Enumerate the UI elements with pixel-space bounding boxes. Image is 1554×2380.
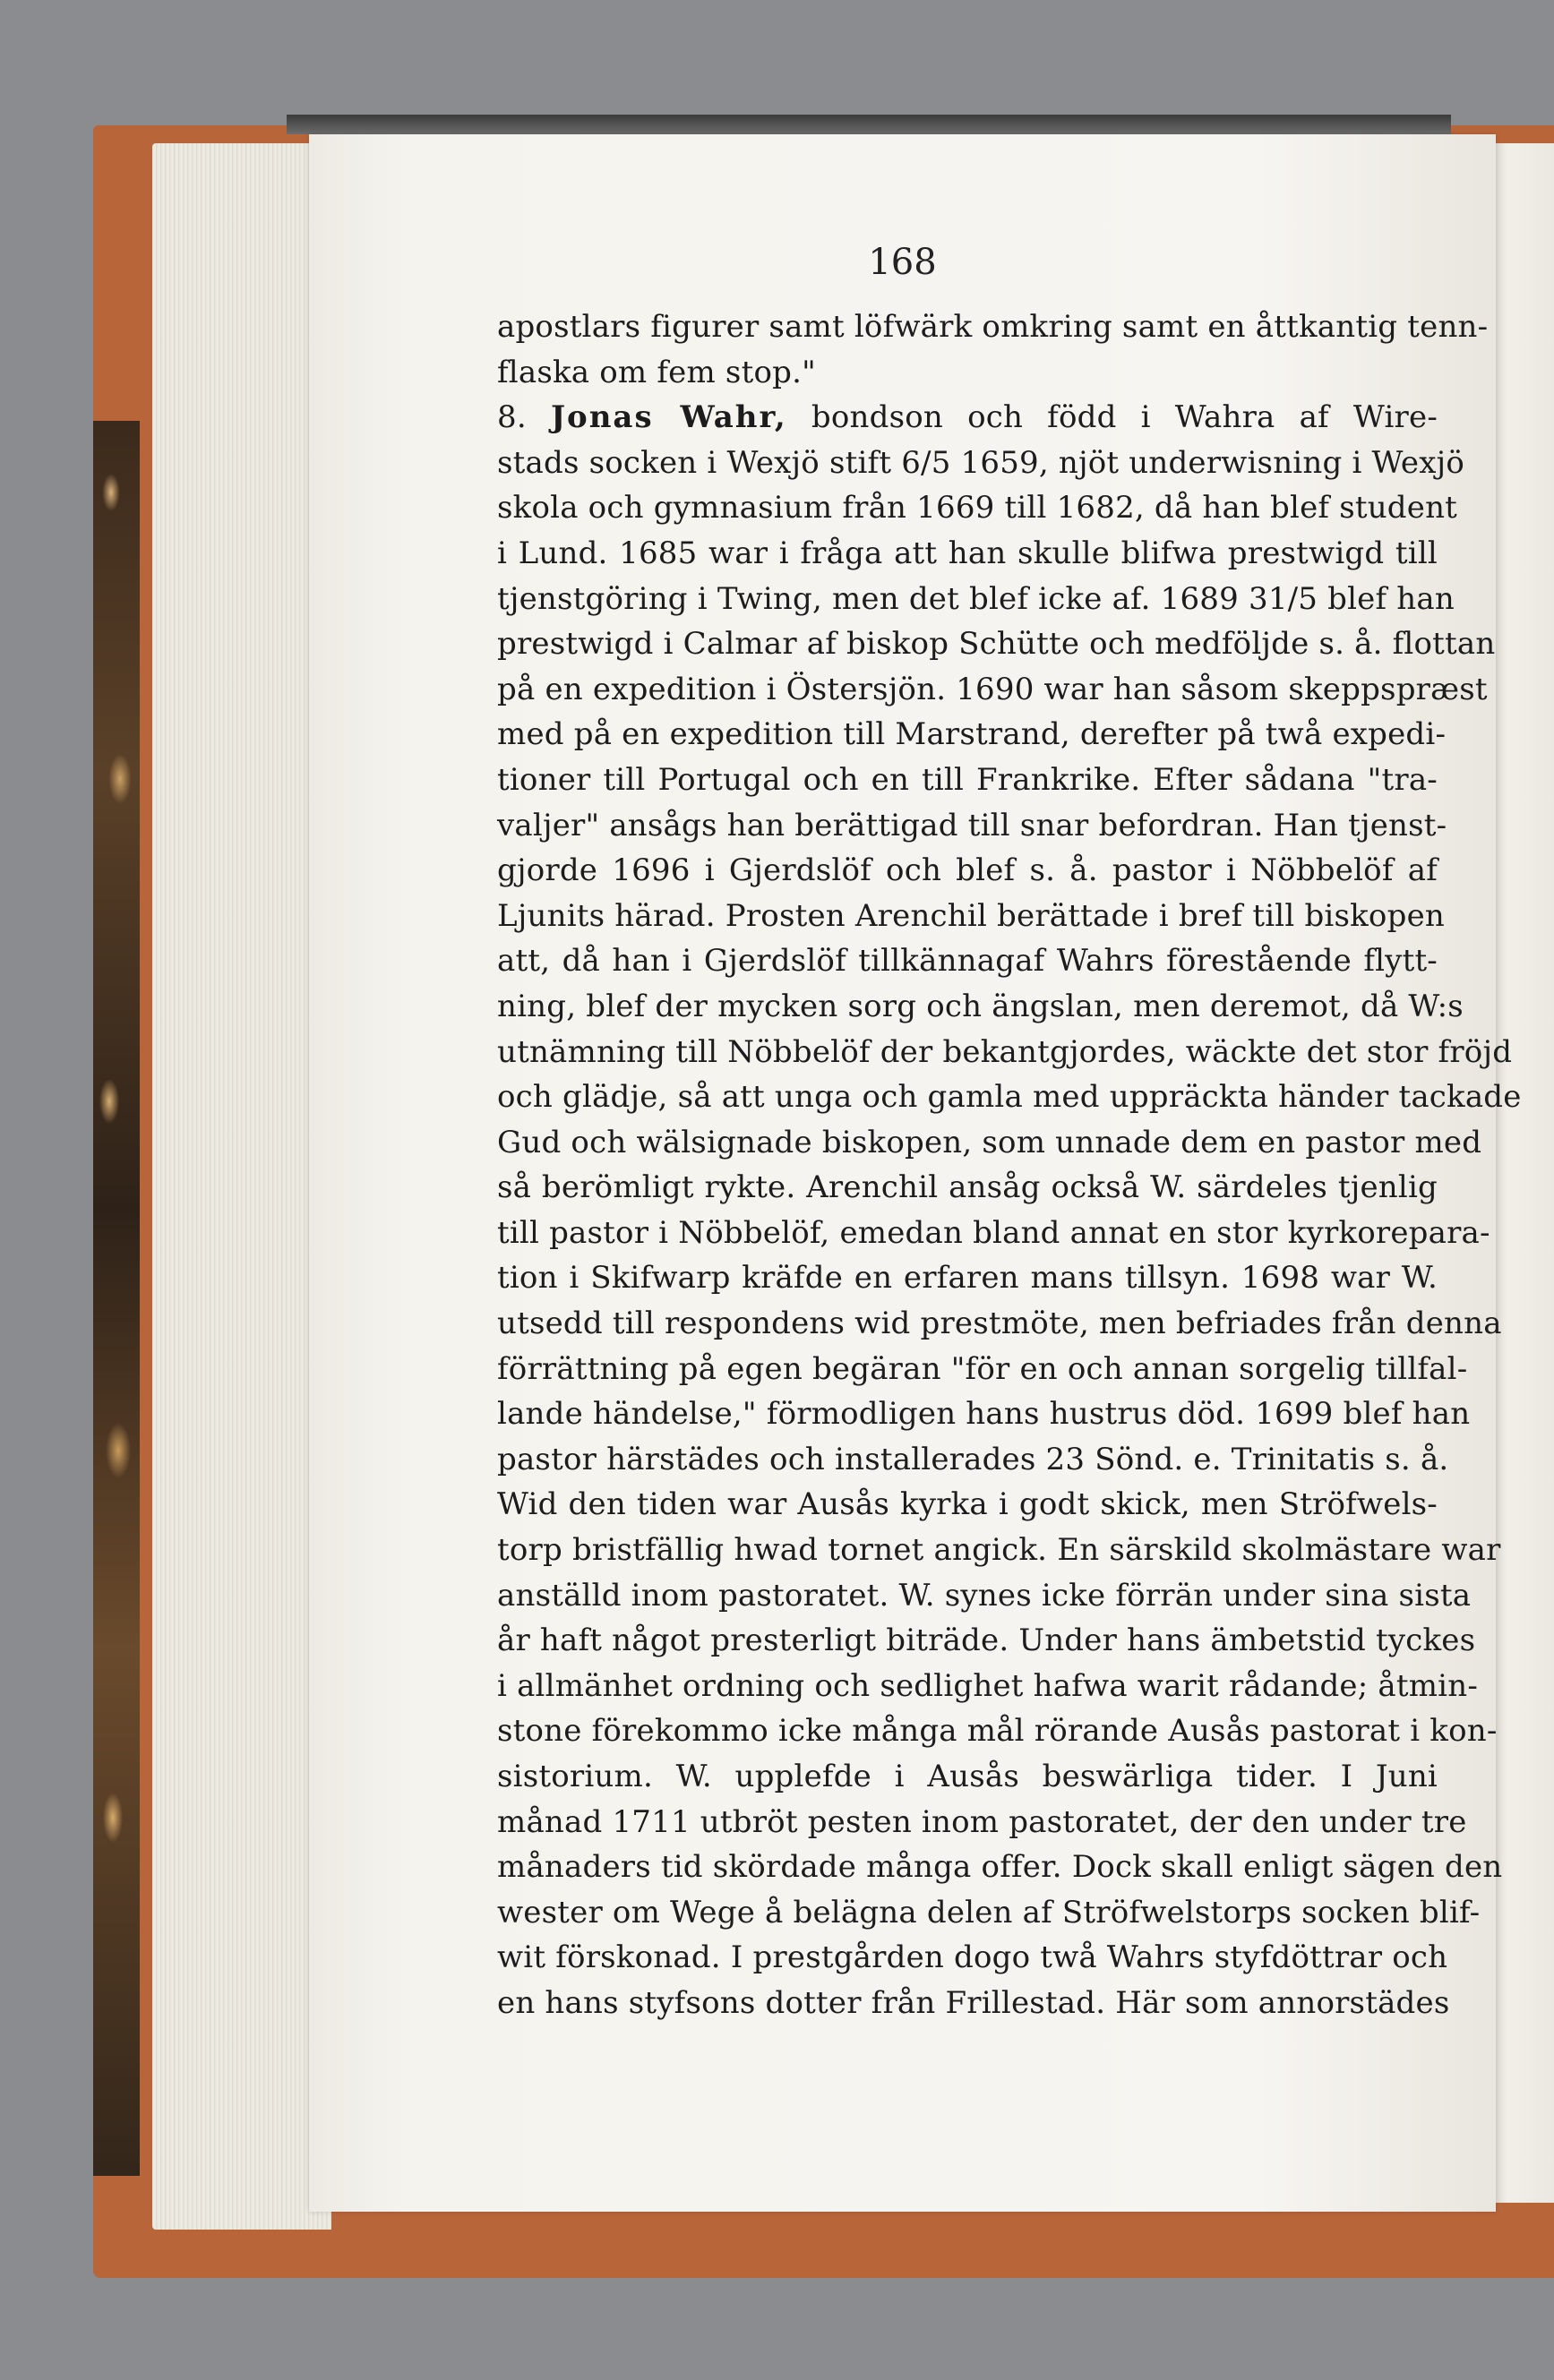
text-line bbox=[497, 1301, 1502, 1347]
line-text: månaders tid skördade många offer. Dock skall enligt sägen den bbox=[497, 1849, 1503, 1886]
line-text: apostlars figurer samt löfwärk omkring samt en åttkantig tenn- bbox=[497, 309, 1489, 345]
line-text: valjer" ansågs han berättigad till snar befordran. Han tjenst- bbox=[497, 807, 1447, 843]
line-text: med på en expedition till Marstrand, derefter på twå expedi- bbox=[497, 716, 1447, 753]
line-text: lande händelse," förmodligen hans hustrus död. 1699 blef han bbox=[497, 1396, 1471, 1433]
line-text: anställd inom pastoratet. W. synes icke förrän under sina sista bbox=[497, 1577, 1472, 1614]
line-text: Wid den tiden war Ausås kyrka i godt skick, men Ströfwels- bbox=[497, 1486, 1438, 1523]
text-line bbox=[497, 1391, 1471, 1437]
text-line bbox=[497, 531, 1438, 577]
line-text: skola och gymnasium från 1669 till 1682, då han blef student bbox=[497, 490, 1458, 527]
text-line bbox=[497, 712, 1447, 758]
line-text: år haft något presterligt biträde. Under hans ämbetstid tyckes bbox=[497, 1622, 1476, 1659]
line-text: utsedd till respondens wid prestmöte, men befriades från denna bbox=[497, 1306, 1502, 1342]
line-text: Ljunits härad. Prosten Arenchil berättade i bref till biskopen bbox=[497, 897, 1445, 934]
text-line bbox=[497, 1120, 1482, 1166]
text-line bbox=[497, 1165, 1438, 1211]
line-text: att, då han i Gjerdslöf tillkännagaf Wahrs förestående flytt- bbox=[497, 943, 1438, 980]
text-line bbox=[497, 350, 1438, 396]
line-text: på en expedition i Östersjön. 1690 war han såsom skeppspræst bbox=[497, 671, 1488, 707]
line-text: månad 1711 utbröt pesten inom pastoratet, der den under tre bbox=[497, 1803, 1467, 1840]
text-line bbox=[497, 1347, 1468, 1392]
text-line bbox=[497, 1211, 1490, 1256]
text-line bbox=[497, 485, 1458, 531]
page-number: 168 bbox=[868, 242, 937, 283]
text-line bbox=[497, 848, 1438, 894]
line-text: Gud och wälsignade biskopen, som unnade dem en pastor med bbox=[497, 1124, 1482, 1160]
line-text: i allmänhet ordning och sedlighet hafwa warit rådande; åtmin- bbox=[497, 1667, 1479, 1704]
entry-number: 8. bbox=[497, 399, 551, 436]
line-text: pastor härstädes och installerades 23 Sönd. e. Trinitatis s. å. bbox=[497, 1441, 1449, 1477]
text-line bbox=[497, 803, 1447, 849]
line-text: bondson och född i Wahra af Wire- bbox=[786, 399, 1438, 436]
text-line bbox=[497, 667, 1488, 713]
line-text: i Lund. 1685 war i fråga att han skulle blifwa prestwigd till bbox=[497, 535, 1438, 571]
text-line bbox=[497, 441, 1465, 486]
line-text: till pastor i Nöbbelöf, emedan bland annat en stor kyrkorepara- bbox=[497, 1214, 1490, 1251]
text-line bbox=[497, 1664, 1479, 1709]
text-line bbox=[497, 1074, 1522, 1120]
text-line bbox=[497, 577, 1455, 622]
page-text bbox=[497, 304, 1522, 2026]
line-text: ning, blef der mycken sorg och ängslan, men deremot, då W:s bbox=[497, 988, 1464, 1024]
person-name: Jonas Wahr, bbox=[550, 399, 787, 436]
page-edges bbox=[152, 143, 331, 2230]
line-text: så berömligt rykte. Arenchil ansåg också W. särdeles tjenlig bbox=[497, 1169, 1438, 1206]
line-text: tioner till Portugal och en till Frankrike. Efter sådana "tra- bbox=[497, 761, 1438, 798]
line-text: stads socken i Wexjö stift 6/5 1659, njöt underwisning i Wexjö bbox=[497, 444, 1465, 481]
text-line bbox=[497, 1573, 1472, 1619]
line-text: sistorium. W. upplefde i Ausås beswärliga tider. I Juni bbox=[497, 1759, 1438, 1794]
line-text: tjenstgöring i Twing, men det blef icke af. 1689 31/5 blef han bbox=[497, 580, 1455, 617]
line-text: tion i Skifwarp kräfde en erfaren mans tillsyn. 1698 war W. bbox=[497, 1260, 1438, 1297]
top-binding-band bbox=[287, 115, 1451, 134]
line-text: förrättning på egen begäran "för en och annan sorgelig tillfal- bbox=[497, 1350, 1468, 1387]
line-text: stone förekommo icke många mål rörande Ausås pastorat i kon- bbox=[497, 1713, 1498, 1750]
text-line bbox=[497, 1030, 1513, 1075]
book-page bbox=[309, 134, 1522, 2212]
line-text: gjorde 1696 i Gjerdslöf och blef s. å. pastor i Nöbbelöf af bbox=[497, 852, 1438, 889]
line-text: en hans styfsons dotter från Frillestad. Här som annorstädes bbox=[497, 1984, 1450, 2021]
line-text: wester om Wege å belägna delen af Ströfwelstorps socken blif- bbox=[497, 1894, 1481, 1931]
text-line bbox=[497, 894, 1445, 939]
line-text: utnämning till Nöbbelöf der bekantgjordes, wäckte det stor fröjd bbox=[497, 1033, 1513, 1070]
text-line bbox=[497, 1890, 1481, 1936]
marbled-board-edge bbox=[93, 421, 140, 2176]
text-line bbox=[497, 1255, 1438, 1301]
text-line bbox=[497, 1618, 1476, 1664]
text-line bbox=[497, 1528, 1501, 1573]
text-line bbox=[497, 1800, 1467, 1845]
text-line bbox=[497, 1482, 1438, 1528]
text-line bbox=[497, 1845, 1503, 1890]
text-line bbox=[497, 621, 1496, 667]
text-line bbox=[497, 1935, 1448, 1981]
text-line bbox=[497, 938, 1438, 984]
text-line bbox=[497, 395, 1438, 441]
text-line bbox=[497, 1708, 1498, 1754]
line-text: prestwigd i Calmar af biskop Schütte och medföljde s. å. flottan bbox=[497, 626, 1496, 663]
text-line bbox=[497, 304, 1489, 350]
text-line bbox=[497, 1754, 1438, 1800]
text-line bbox=[497, 1981, 1450, 2026]
line-text: flaska om fem stop." bbox=[497, 354, 816, 390]
text-line bbox=[497, 1437, 1449, 1483]
line-text: wit förskonad. I prestgården dogo twå Wahrs styfdöttrar och bbox=[497, 1939, 1448, 1976]
line-text: torp bristfällig hwad tornet angick. En särskild skolmästare war bbox=[497, 1532, 1501, 1569]
line-text: och glädje, så att unga och gamla med uppräckta händer tackade bbox=[497, 1079, 1522, 1116]
text-line bbox=[497, 758, 1438, 803]
text-line bbox=[497, 984, 1464, 1030]
facing-page-edge bbox=[1487, 143, 1554, 2203]
